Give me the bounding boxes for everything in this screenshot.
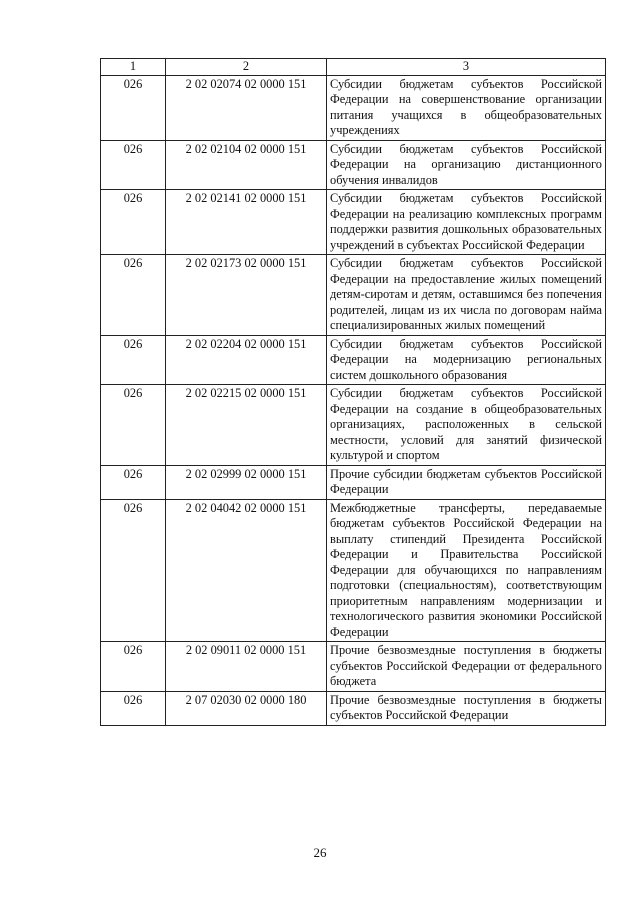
revenue-code-cell: 2 02 02074 02 0000 151 <box>166 75 327 140</box>
table-row <box>101 385 606 466</box>
admin-code-cell: 026 <box>101 255 166 336</box>
revenue-code-cell: 2 02 04042 02 0000 151 <box>166 499 327 642</box>
table-row <box>101 255 606 336</box>
description-cell: Субсидии бюджетам субъектов Российской Федерации на организацию дистанционного обучения инвалидов <box>327 140 606 190</box>
table-row <box>101 642 606 692</box>
revenue-code-cell: 2 02 02215 02 0000 151 <box>166 385 327 466</box>
revenue-code-cell: 2 02 02999 02 0000 151 <box>166 465 327 499</box>
admin-code-cell: 026 <box>101 335 166 385</box>
admin-code-cell: 026 <box>101 140 166 190</box>
table-row <box>101 499 606 642</box>
admin-code-cell: 026 <box>101 465 166 499</box>
description-cell: Межбюджетные трансферты, передаваемые бюджетам субъектов Российской Федерации на выплату стипендий Президента Российской Федерации и Правительства Российской Федерации для обучающихся по направлениям подготовки (специальностям), соответствующим приоритетным направлениям модернизации и технологического развития экономики Российской Федерации <box>327 499 606 642</box>
table-row <box>101 190 606 255</box>
description-cell: Прочие безвозмездные поступления в бюджеты субъектов Российской Федерации от федерального бюджета <box>327 642 606 692</box>
table-row <box>101 140 606 190</box>
description-cell: Субсидии бюджетам субъектов Российской Федерации на создание в общеобразовательных организациях, расположенных в сельской местности, условий для занятий физической культурой и спортом <box>327 385 606 466</box>
table-row <box>101 335 606 385</box>
table-row <box>101 75 606 140</box>
revenue-code-cell: 2 02 02204 02 0000 151 <box>166 335 327 385</box>
table-row <box>101 691 606 725</box>
admin-code-cell: 026 <box>101 642 166 692</box>
description-cell: Субсидии бюджетам субъектов Российской Федерации на модернизацию региональных систем дошкольного образования <box>327 335 606 385</box>
description-cell: Прочие безвозмездные поступления в бюджеты субъектов Российской Федерации <box>327 691 606 725</box>
column-header-2: 2 <box>166 59 327 76</box>
column-header-1: 1 <box>101 59 166 76</box>
page-number: 26 <box>313 845 327 860</box>
revenue-code-cell: 2 02 09011 02 0000 151 <box>166 642 327 692</box>
revenue-code-cell: 2 07 02030 02 0000 180 <box>166 691 327 725</box>
table-header <box>101 59 606 76</box>
admin-code-cell: 026 <box>101 691 166 725</box>
description-cell: Субсидии бюджетам субъектов Российской Федерации на предоставление жилых помещений детям-сиротам и детям, оставшимся без попечения родителей, лицам из их числа по договорам найма специализированных жилых помещений <box>327 255 606 336</box>
admin-code-cell: 026 <box>101 385 166 466</box>
revenue-code-cell: 2 02 02173 02 0000 151 <box>166 255 327 336</box>
description-cell: Прочие субсидии бюджетам субъектов Российской Федерации <box>327 465 606 499</box>
revenue-codes-table <box>100 58 606 726</box>
admin-code-cell: 026 <box>101 499 166 642</box>
header-row <box>101 59 606 76</box>
description-cell: Субсидии бюджетам субъектов Российской Федерации на реализацию комплексных программ поддержки развития дошкольных образовательных учреждений в субъектах Российской Федерации <box>327 190 606 255</box>
admin-code-cell: 026 <box>101 190 166 255</box>
table-body <box>101 75 606 725</box>
column-header-3: 3 <box>327 59 606 76</box>
description-cell: Субсидии бюджетам субъектов Российской Федерации на совершенствование организации питания учащихся в общеобразовательных учреждениях <box>327 75 606 140</box>
table-row <box>101 465 606 499</box>
admin-code-cell: 026 <box>101 75 166 140</box>
revenue-code-cell: 2 02 02104 02 0000 151 <box>166 140 327 190</box>
revenue-code-cell: 2 02 02141 02 0000 151 <box>166 190 327 255</box>
